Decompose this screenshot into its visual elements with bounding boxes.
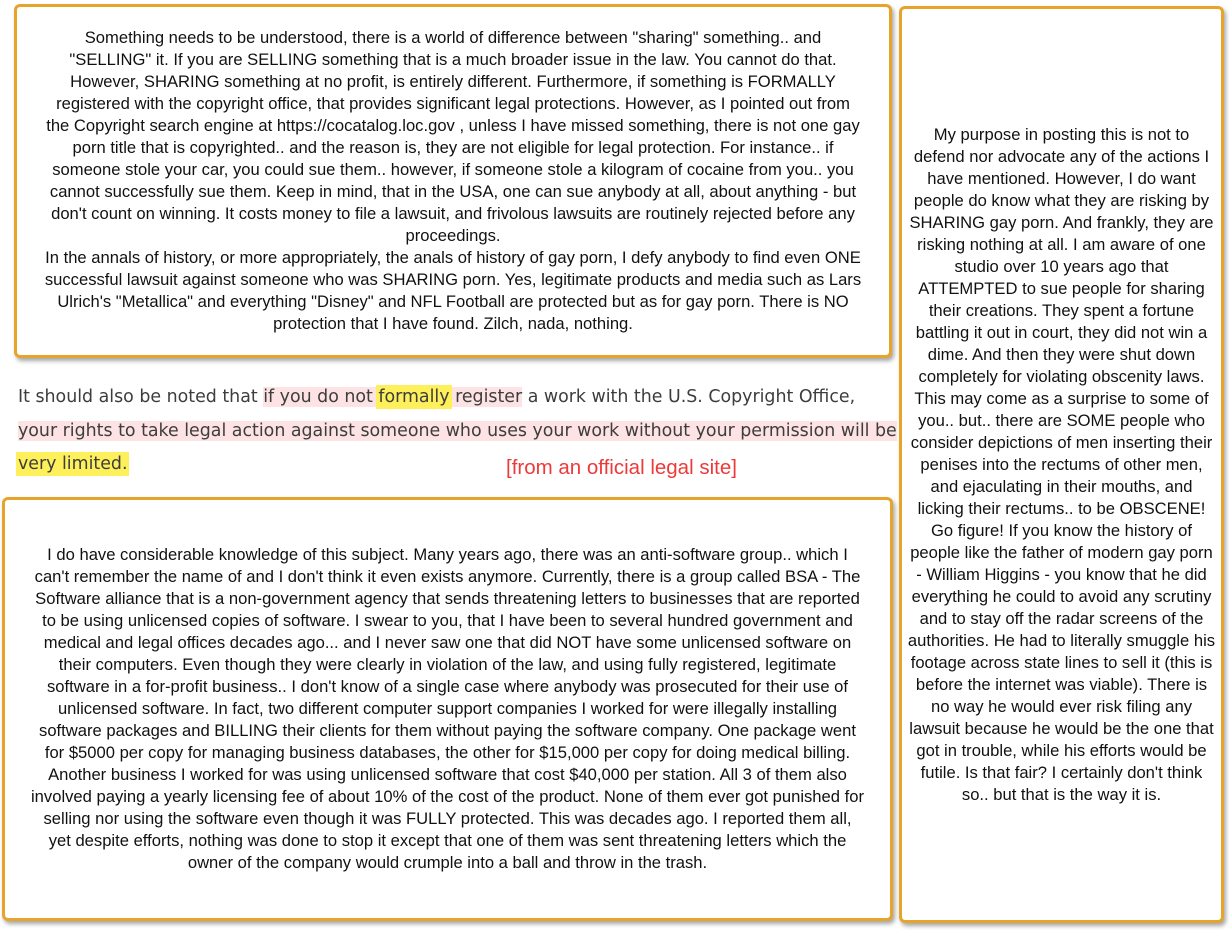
quote-highlight-1 bbox=[263, 387, 522, 407]
quote-part-4: register bbox=[449, 387, 523, 407]
top-box-text: Something needs to be understood, there is a world of difference between "sharing" something.. and "SELLING" it. If you are SELLING something that is a much broader issue in the law. You cannot do that. However, SHARING something at no profit, is entirely different. Furthermore, if something is FORMALLY registered with the copyright office, that provides significant legal protections. However, as I pointed out from the Copyright search engine at https://cocatalog.loc.gov , unless I have missed something, there is not one gay porn title that is copyrighted.. and the reason is, they are not eligible for legal protection. For instance.. if someone stole your car, you could sue them.. however, if someone stole a kilogram of cocaine from you.. you cannot successfully sue them. Keep in mind, that in the USA, one can sue anybody at all, about anything - but don't count on winning. It costs money to file a lawsuit, and frivolous lawsuits are routinely rejected before any proceedings. In the annals of history, or more appropriately, the anals of history of gay porn, I defy anybody to find even ONE successful lawsuit against someone who was SHARING porn. Yes, legitimate products and media such as Lars Ulrich's "Metallica" and everything "Disney" and NFL Football are protected but as for gay porn. There is NO protection that I have found. Zilch, nada, nothing. bbox=[44, 28, 862, 333]
source-note: [from an official legal site] bbox=[506, 456, 737, 479]
bottom-text-box bbox=[2, 497, 893, 921]
quote-part-5: a work with the U.S. Copyright Office, bbox=[522, 387, 856, 407]
quote-part-2: if you do not bbox=[263, 387, 379, 407]
quote-part-7: very limited. bbox=[18, 454, 128, 474]
quote-part-1: It should also be noted that bbox=[18, 387, 264, 407]
legal-quote bbox=[18, 381, 898, 482]
quote-part-3: formally bbox=[378, 387, 450, 407]
right-text-box bbox=[899, 6, 1224, 923]
quote-part-6: your rights to take legal action against someone who uses your work without your permission will be bbox=[18, 420, 897, 441]
quote-highlight-2 bbox=[18, 421, 897, 475]
right-box-text: My purpose in posting this is not to defend nor advocate any of the actions I have mentioned. However, I do want people do know what they are risking by SHARING gay porn. And frankly, they are risking nothing at all. I am aware of one studio over 10 years ago that ATTEMPTED to sue people for sharing their creations. They spent a fortune battling it out in court, they did not win a dime. And then they were shut down completely for violating obscenity laws. This may come as a surprise to some of you.. but.. there are SOME people who consider depictions of men inserting their penises into the rectums of other men, and ejaculating in their mouths, and licking their rectums.. to be OBSCENE! Go figure! If you know the history of people like the father of modern gay porn - William Higgins - you know that he did everything he could to avoid any scrutiny and to stay off the radar screens of the authorities. He had to literally smuggle his footage across state lines to sell it (this is before the internet was viable). There is no way he would ever risk filing any lawsuit because he would be the one that got in trouble, while his efforts would be futile. Is that fair? I certainly don't think so.. but that is the way it is. bbox=[907, 124, 1216, 804]
top-text-box bbox=[14, 4, 892, 358]
bottom-box-text: I do have considerable knowledge of this subject. Many years ago, there was an anti-software group.. which I can't remember the name of and I don't think it even exists anymore. Currently, there is a group called BSA - The Software alliance that is a non-government agency that sends threatening letters to businesses that are reported to be using unlicensed copies of software. I swear to you, that I have been to several hundred government and medical and legal offices decades ago... and I never saw one that did NOT have some unlicensed software on their computers. Even though they were clearly in violation of the law, and using fully registered, legitimate software in a for-profit business.. I don't know of a single case where anybody was prosecuted for their use of unlicensed software. In fact, two different computer support companies I worked for were illegally installing software packages and BILLING their clients for them without paying the software company. One package went for $5000 per copy for managing business databases, the other for $15,000 per copy for doing medical billing. Another business I worked for was using unlicensed software that cost $40,000 per station. All 3 of them also involved paying a yearly licensing fee of about 10% of the cost of the product. None of them ever got punished for selling nor using the software even though it was FULLY protected. This was decades ago. I reported them all, yet despite efforts, nothing was done to stop it except that one of them was sent threatening letters which the owner of the company would crumple into a ball and throw in the trash. bbox=[31, 545, 864, 872]
